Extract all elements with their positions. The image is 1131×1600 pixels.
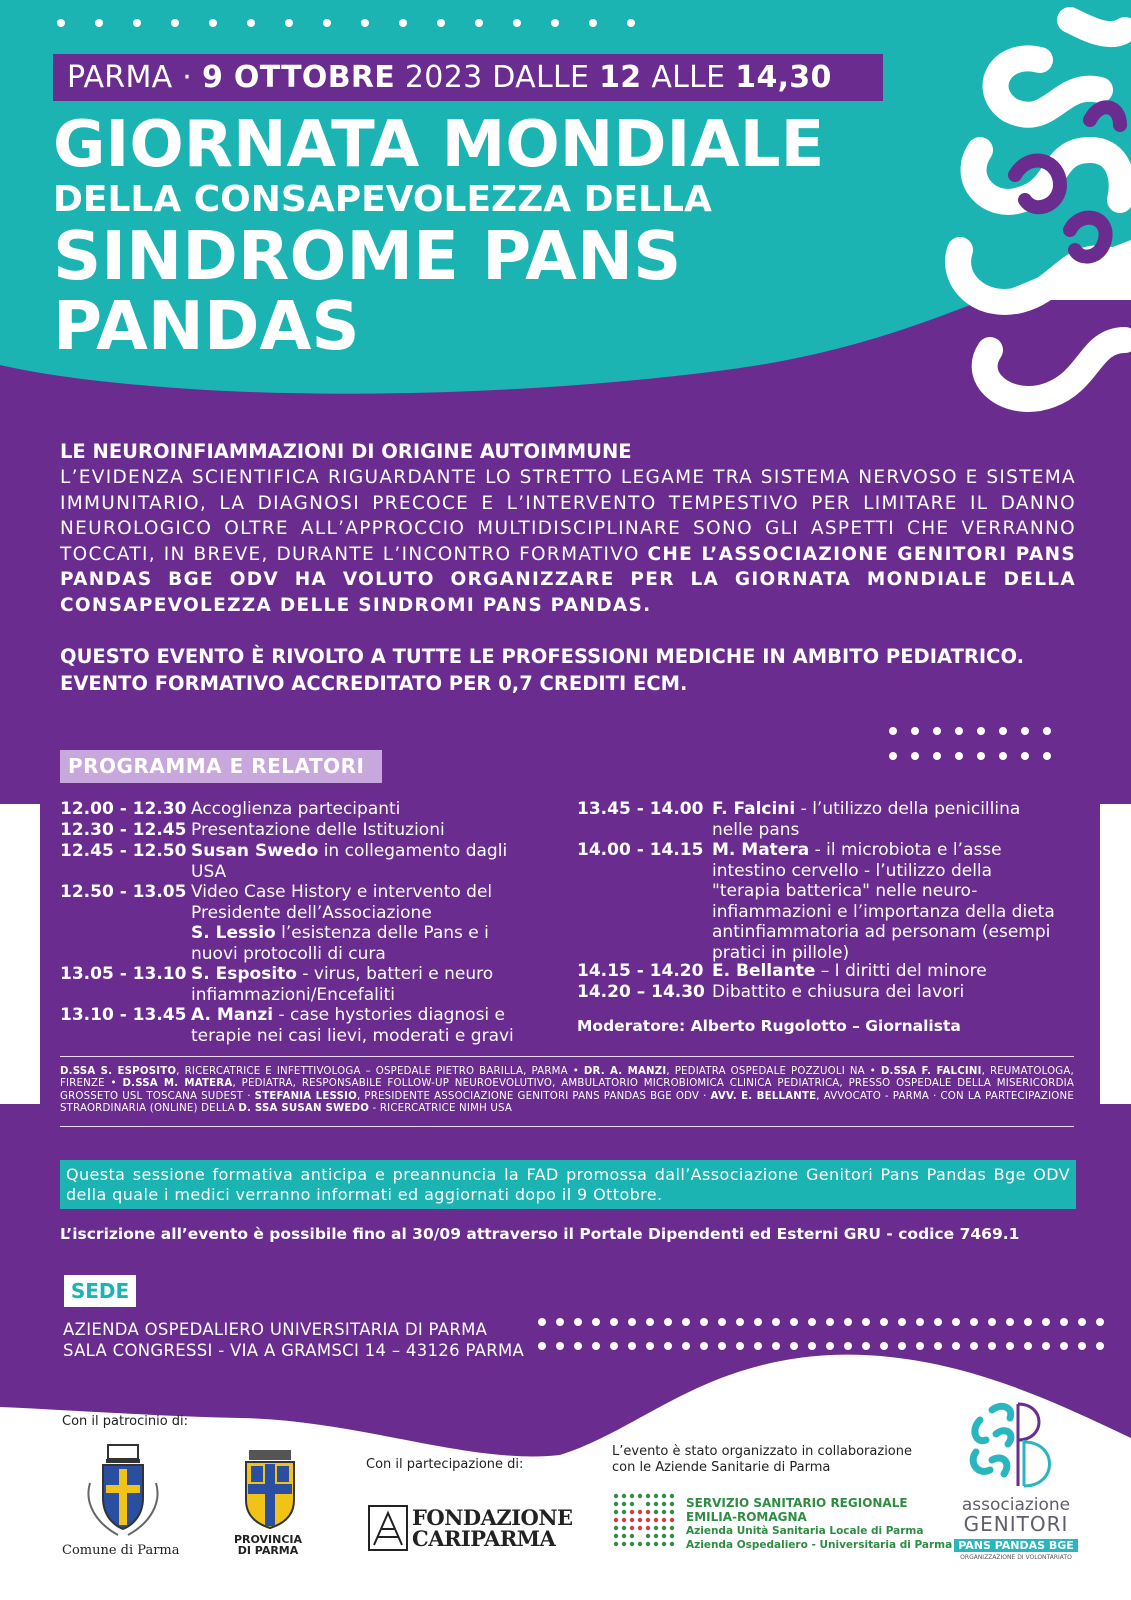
slot-description — [712, 961, 1057, 982]
date-segment: 12 — [599, 60, 642, 95]
slot-topic: - l’utilizzo della penicillina nelle pans — [712, 799, 1021, 840]
title-line-2: DELLA CONSAPEVOLEZZA DELLA — [53, 179, 712, 220]
speaker-role: - RICERCATRICE NIMH USA — [369, 1102, 513, 1114]
slot-topic: - case hystories diagnosi e terapie nei casi lievi, moderati e gravi — [191, 1005, 514, 1046]
programme-title: PROGRAMMA E RELATORI — [60, 750, 382, 783]
speaker-name: D.SSA S. ESPOSITO — [60, 1066, 177, 1077]
provincia-caption-2: DI PARMA — [237, 1544, 299, 1557]
assoc-line-1: associazione — [961, 1495, 1071, 1515]
slot-description — [191, 882, 531, 964]
intro-paragraph — [60, 465, 1076, 618]
slot-time: 12.45 - 12.50 — [60, 841, 187, 861]
slot-speaker: Susan Swedo — [191, 841, 319, 861]
comune-di-parma-crest — [78, 1443, 168, 1543]
speaker-role: , AVVOCATO - PARMA · CON LA PARTECIPAZIONE STRAORDINARIA (ONLINE) DELLA — [60, 1090, 1074, 1114]
divider — [60, 1056, 1074, 1057]
slot-speaker: A. Manzi — [191, 1005, 274, 1025]
slot-time: 12.00 - 12.30 — [60, 799, 187, 819]
slot-time: 12.50 - 13.05 — [60, 882, 187, 902]
decorative-dots — [538, 1342, 1104, 1350]
date-segment: PARMA · — [67, 60, 202, 95]
decorative-dots — [538, 1318, 1104, 1326]
slot-time: 14.15 - 14.20 — [577, 961, 704, 981]
title-line-1: GIORNATA MONDIALE — [53, 108, 825, 182]
participation-label: Con il partecipazione di: — [366, 1457, 524, 1472]
provincia-di-parma-crest — [241, 1450, 299, 1530]
title-line-3: SINDROME PANS — [53, 217, 682, 295]
speaker-name: STEFANIA LESSIO — [254, 1090, 357, 1102]
assoc-line-3: PANS PANDAS BGE — [954, 1539, 1078, 1552]
provincia-caption — [228, 1534, 308, 1556]
speaker-name: D. SSA SUSAN SWEDO — [238, 1102, 370, 1114]
collaboration-text-1: L’evento è stato organizzato in collaborazione — [612, 1444, 912, 1459]
slot-speaker: M. Matera — [712, 840, 810, 860]
decorative-dots — [889, 727, 1051, 735]
patronage-label: Con il patrocinio di: — [62, 1414, 189, 1429]
speaker-role: , PEDIATRA OSPEDALE POZZUOLI NA • — [666, 1066, 881, 1077]
slot-description — [712, 840, 1057, 963]
slot-description: Dibattito e chiusura dei lavori — [712, 982, 965, 1002]
ssr-dots-logo — [612, 1492, 676, 1550]
slot-description — [191, 841, 531, 882]
slot-time: 14.00 - 14.15 — [577, 840, 704, 860]
venue-address: SALA CONGRESSI - VIA A GRAMSCI 14 – 43126 PARMA — [63, 1341, 525, 1360]
slot-time: 13.10 - 13.45 — [60, 1005, 187, 1025]
comune-caption: Comune di Parma — [62, 1543, 180, 1558]
fondazione-cariparma-logo-mark — [368, 1505, 408, 1551]
collaboration-text-2: con le Aziende Sanitarie di Parma — [612, 1460, 831, 1475]
venue-label: SEDE — [64, 1275, 136, 1307]
slot-topic: l’esistenza delle Pans e i nuovi protocolli di cura — [191, 923, 489, 964]
associazione-genitori-wordmark — [946, 1496, 1086, 1562]
venue-name: AZIENDA OSPEDALIERO UNIVERSITARIA DI PARMA — [63, 1320, 488, 1339]
registration-info: L’iscrizione all’evento è possibile fino al 30/09 attraverso il Portale Dipendenti ed Esterni GRU - codice 7469.1 — [60, 1225, 1020, 1243]
event-date-banner — [53, 54, 883, 101]
slot-topic: - il microbiota e l’asse intestino cervello - l’utilizzo della "terapia batterica" nelle neuro-infiammazioni e l’importanza della dieta antinfiammatoria ad personam (esempi pratici in pillole) — [712, 840, 1055, 963]
ssr-line-3: Azienda Unità Sanitaria Locale di Parma — [686, 1525, 924, 1537]
slot-topic: – I diritti del minore — [815, 961, 987, 981]
intro-heading: LE NEUROINFIAMMAZIONI DI ORIGINE AUTOIMMUNE — [60, 440, 632, 463]
fondazione-cariparma-wordmark — [412, 1507, 573, 1549]
cariparma-line-2: CARIPARMA — [412, 1526, 556, 1551]
speaker-role: , PRESIDENTE ASSOCIAZIONE GENITORI PANS PANDAS BGE ODV · — [357, 1090, 711, 1102]
ssr-line-2: EMILIA-ROMAGNA — [686, 1510, 807, 1524]
speaker-name: D.SSA M. MATERA — [122, 1078, 233, 1090]
provincia-caption-1: PROVINCIA — [233, 1533, 303, 1546]
divider — [60, 1126, 1074, 1127]
fad-notice: Questa sessione formativa anticipa e preannuncia la FAD promossa dall’Associazione Genitori Pans Pandas Bge ODV della quale i medici verranno informati ed aggiornati dopo il 9 Ottobre. — [60, 1160, 1076, 1209]
ssr-line-1: SERVIZIO SANITARIO REGIONALE — [686, 1496, 908, 1510]
slot-description — [191, 964, 531, 1005]
date-segment: 14,30 — [735, 60, 832, 95]
slot-topic: Video Case History e intervento del Presidente dell’Associazione — [191, 882, 493, 923]
slot-description — [712, 799, 1057, 840]
slot-speaker: S. Lessio — [191, 923, 276, 943]
date-segment: 2023 DALLE — [395, 60, 600, 95]
date-segment: 9 OTTOBRE — [201, 60, 396, 95]
assoc-line-2: GENITORI — [963, 1512, 1069, 1536]
speaker-role: , REUMATOLOGA, FIRENZE • — [60, 1066, 1074, 1090]
ssr-line-4: Azienda Ospedaliero - Universitaria di Parma — [686, 1539, 953, 1551]
slot-speaker: F. Falcini — [712, 799, 796, 819]
slot-time: 12.30 - 12.45 — [60, 820, 187, 840]
cariparma-line-1: FONDAZIONE — [412, 1505, 573, 1530]
decorative-dots — [57, 19, 635, 27]
speakers-credits — [60, 1066, 1074, 1115]
date-segment: ALLE — [641, 60, 736, 95]
speaker-name: DR. A. MANZI — [583, 1066, 667, 1077]
intro-text-regular: L’EVIDENZA SCIENTIFICA RIGUARDANTE LO STRETTO LEGAME TRA SISTEMA NERVOSO E SISTEMA IMMUNITARIO, LA DIAGNOSI PRECOCE E L’INTERVENTO TEMPESTIVO PER LIMITARE IL DANNO NEUROLOGICO OLTRE ALL’APPROCCIO MULTIDISCIPLINARE SONO GLI ASPETTI CHE VERRANNO TOCCATI, IN BREVE, DURANTE L’INCONTRO FORMATIVO — [60, 467, 1076, 565]
slot-time: 13.45 - 14.00 — [577, 799, 704, 819]
assoc-line-4: ORGANIZZAZIONE DI VOLONTARIATO — [960, 1554, 1072, 1561]
speaker-role: , RICERCATRICE E INFETTIVOLOGA – OSPEDALE PIETRO BARILLA, PARMA • — [176, 1066, 584, 1077]
speaker-name: D.SSA F. FALCINI — [880, 1066, 982, 1077]
intro-text-bold: CHE L’ASSOCIAZIONE GENITORI PANS PANDAS BGE ODV HA VOLUTO ORGANIZZARE PER LA GIORNATA MONDIALE DELLA CONSAPEVOLEZZA DELLE SINDROMI PANS PANDAS. — [60, 543, 1076, 616]
decorative-dots — [889, 752, 1051, 760]
target-audience-text: QUESTO EVENTO È RIVOLTO A TUTTE LE PROFESSIONI MEDICHE IN AMBITO PEDIATRICO. EVENTO FORMATIVO ACCREDITATO PER 0,7 CREDITI ECM. — [60, 645, 1025, 695]
title-line-4: PANDAS — [53, 287, 360, 365]
speaker-role: , PEDIATRA, RESPONSABILE FOLLOW-UP NEUROEVOLUTIVO, AMBULATORIO MICROBIOMICA CLINICA PEDIATRICA, PRESSO OSPEDALE DELLA MISERICORDIA GROSSETO USL TOSCANA SUDEST · — [60, 1078, 1075, 1102]
slot-topic: - virus, batteri e neuro infiammazioni/Encefaliti — [191, 964, 494, 1005]
brain-illustration — [920, 0, 1131, 450]
slot-description — [191, 1005, 531, 1046]
speaker-name: AVV. E. BELLANTE — [710, 1090, 817, 1102]
slot-time: 13.05 - 13.10 — [60, 964, 187, 984]
ssr-emilia-romagna-text — [686, 1496, 952, 1552]
slot-speaker: S. Esposito — [191, 964, 297, 984]
slot-time: 14.20 – 14.30 — [577, 982, 705, 1002]
associazione-genitori-logo-mark — [962, 1400, 1072, 1490]
slot-description: Presentazione delle Istituzioni — [191, 820, 445, 840]
slot-topic: in collegamento dagli USA — [191, 841, 508, 882]
slot-description: Accoglienza partecipanti — [191, 799, 401, 819]
moderator: Moderatore: Alberto Rugolotto – Giornalista — [577, 1017, 961, 1035]
slot-speaker: E. Bellante — [712, 961, 816, 981]
